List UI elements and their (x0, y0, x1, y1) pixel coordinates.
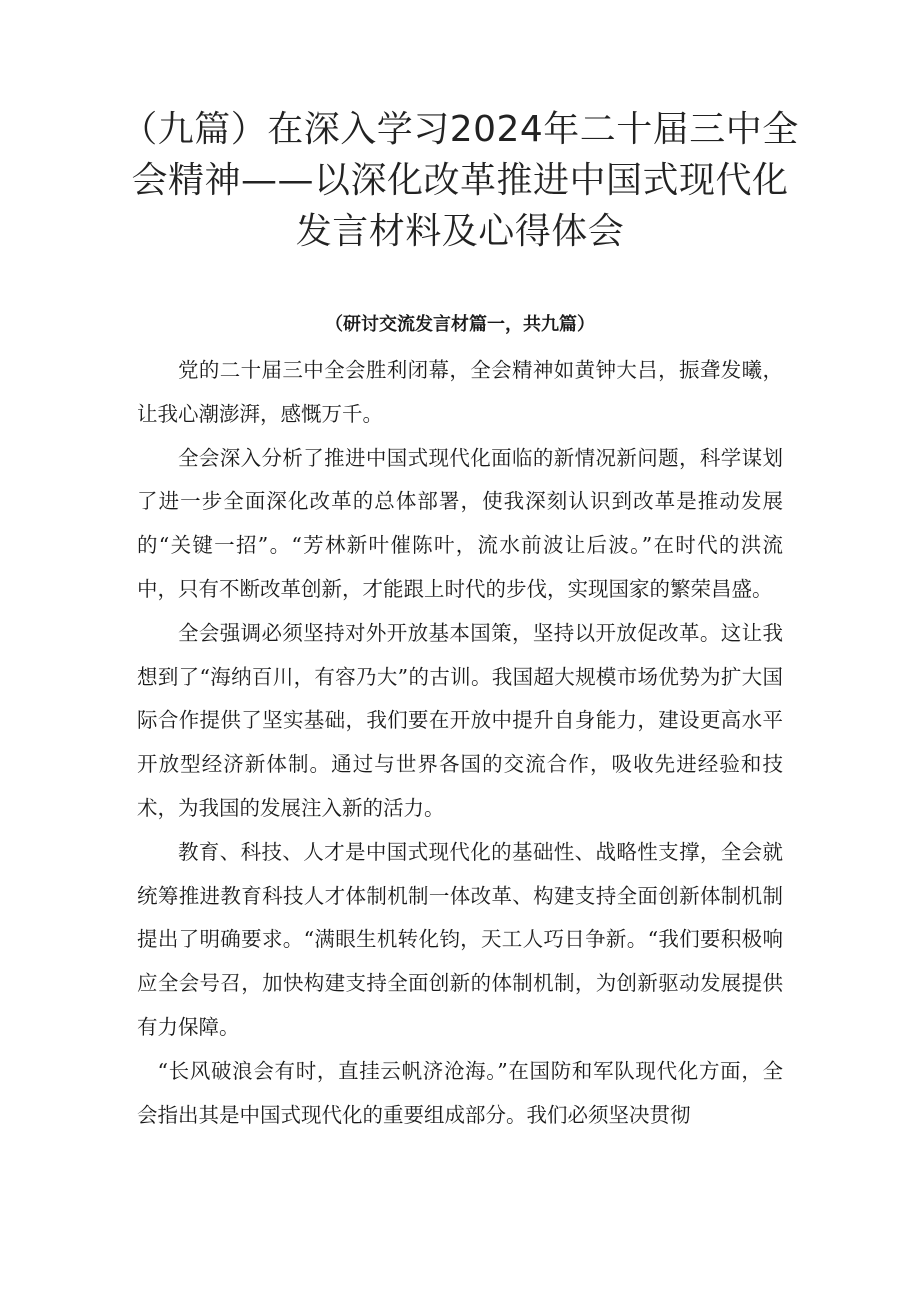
document-body (137, 349, 783, 1137)
body-paragraph: 全会深入分析了推进中国式现代化面临的新情况新问题，科学谋划了进一步全面深化改革的总体部署，使我深刻认识到改革是推动发展的“关键一招”。“芳林新叶催陈叶，流水前波让后波。”在时代的洪流中，只有不断改革创新，才能跟上时代的步伐，实现国家的繁荣昌盛。 (137, 445, 783, 601)
document-title (120, 104, 800, 257)
body-paragraph: 党的二十届三中全会胜利闭幕，全会精神如黄钟大吕，振聋发曦，让我心潮澎湃，感慨万千。 (137, 358, 783, 426)
title-line: 发言材料及心得体会 (295, 211, 625, 252)
title-line: （九篇）在深入学习2024年二十届三中全 (121, 109, 799, 150)
body-paragraph: 全会强调必须坚持对外开放基本国策，坚持以开放促改革。这让我想到了“海纳百川，有容乃大”的古训。我国超大规模市场优势为扩大国际合作提供了坚实基础，我们要在开放中提升自身能力，建设更高水平开放型经济新体制。通过与世界各国的交流合作，吸收先进经验和技术，为我国的发展注入新的活力。 (137, 620, 783, 820)
body-paragraph: “长风破浪会有时，直挂云帆济沧海。”在国防和军队现代化方面，全会指出其是中国式现代化的重要组成部分。我们必须坚决贯彻 (137, 1058, 783, 1127)
body-paragraph: 教育、科技、人才是中国式现代化的基础性、战略性支撑，全会就统筹推进教育科技人才体制机制一体改革、构建支持全面创新体制机制提出了明确要求。“满眼生机转化钧，天工人巧日争新。“我们要积极响应全会号召，加快构建支持全面创新的体制机制，为创新驱动发展提供有力保障。 (137, 839, 783, 1039)
title-line: 会精神——以深化改革推进中国式现代化 (131, 160, 789, 201)
document-subtitle: （研讨交流发言材篇一，共九篇） (325, 314, 595, 335)
